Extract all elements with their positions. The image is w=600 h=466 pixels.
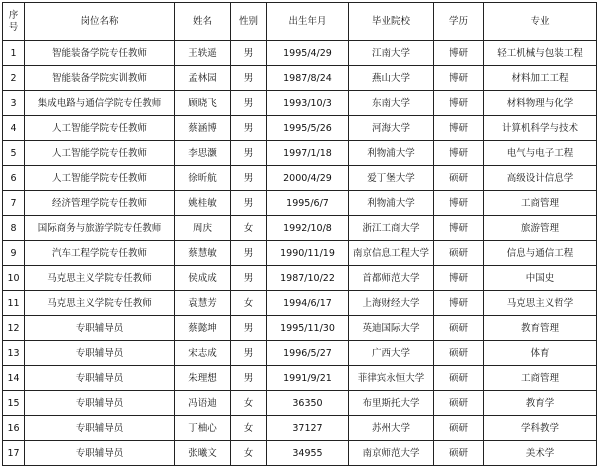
cell-school: 布里斯托大学 <box>349 391 434 416</box>
cell-school: 南京师范大学 <box>349 441 434 466</box>
cell-major: 体育 <box>484 341 597 366</box>
cell-name: 蔡懿坤 <box>175 316 231 341</box>
header-seq-line2: 号 <box>8 21 19 33</box>
cell-position: 马克思主义学院专任教师 <box>25 266 175 291</box>
cell-degree: 博研 <box>434 291 484 316</box>
cell-seq: 2 <box>3 66 25 91</box>
cell-gender: 男 <box>231 91 267 116</box>
cell-position: 专职辅导员 <box>25 341 175 366</box>
cell-major: 中国史 <box>484 266 597 291</box>
cell-birth: 1995/6/7 <box>267 191 349 216</box>
cell-name: 李思灏 <box>175 141 231 166</box>
cell-school: 苏州大学 <box>349 416 434 441</box>
header-school: 毕业院校 <box>349 3 434 41</box>
cell-name: 蔡慧敏 <box>175 241 231 266</box>
header-seq <box>3 3 25 41</box>
table-row <box>3 316 597 341</box>
cell-position: 集成电路与通信学院专任教师 <box>25 91 175 116</box>
table-row <box>3 266 597 291</box>
cell-seq: 7 <box>3 191 25 216</box>
cell-seq: 17 <box>3 441 25 466</box>
cell-school: 江南大学 <box>349 41 434 66</box>
cell-degree: 博研 <box>434 116 484 141</box>
cell-birth: 1996/5/27 <box>267 341 349 366</box>
cell-position: 人工智能学院专任教师 <box>25 141 175 166</box>
table-row <box>3 66 597 91</box>
cell-gender: 男 <box>231 116 267 141</box>
cell-seq: 13 <box>3 341 25 366</box>
cell-gender: 男 <box>231 341 267 366</box>
cell-position: 智能装备学院实训教师 <box>25 66 175 91</box>
cell-major: 工商管理 <box>484 191 597 216</box>
cell-gender: 女 <box>231 216 267 241</box>
recruitment-table <box>2 2 597 466</box>
table-row <box>3 141 597 166</box>
cell-major: 旅游管理 <box>484 216 597 241</box>
header-seq-line1: 序 <box>8 9 19 21</box>
cell-school: 南京信息工程大学 <box>349 241 434 266</box>
cell-gender: 男 <box>231 141 267 166</box>
cell-major: 电气与电子工程 <box>484 141 597 166</box>
cell-degree: 硕研 <box>434 241 484 266</box>
cell-school: 英迪国际大学 <box>349 316 434 341</box>
cell-name: 徐昕航 <box>175 166 231 191</box>
cell-name: 姚桂敏 <box>175 191 231 216</box>
cell-gender: 男 <box>231 266 267 291</box>
cell-position: 专职辅导员 <box>25 366 175 391</box>
cell-major: 材料加工工程 <box>484 66 597 91</box>
cell-position: 智能装备学院专任教师 <box>25 41 175 66</box>
cell-seq: 16 <box>3 416 25 441</box>
cell-school: 菲律宾永恒大学 <box>349 366 434 391</box>
table-row <box>3 191 597 216</box>
cell-degree: 硕研 <box>434 416 484 441</box>
cell-gender: 女 <box>231 391 267 416</box>
table-row <box>3 391 597 416</box>
cell-seq: 1 <box>3 41 25 66</box>
cell-name: 袁慧芳 <box>175 291 231 316</box>
table-row <box>3 91 597 116</box>
cell-gender: 男 <box>231 41 267 66</box>
cell-position: 专职辅导员 <box>25 441 175 466</box>
cell-position: 国际商务与旅游学院专任教师 <box>25 216 175 241</box>
cell-degree: 博研 <box>434 91 484 116</box>
cell-birth: 34955 <box>267 441 349 466</box>
cell-seq: 8 <box>3 216 25 241</box>
cell-birth: 1994/6/17 <box>267 291 349 316</box>
cell-gender: 女 <box>231 441 267 466</box>
cell-school: 首都师范大学 <box>349 266 434 291</box>
cell-name: 周庆 <box>175 216 231 241</box>
cell-major: 马克思主义哲学 <box>484 291 597 316</box>
cell-birth: 1987/8/24 <box>267 66 349 91</box>
cell-degree: 博研 <box>434 141 484 166</box>
cell-position: 马克思主义学院专任教师 <box>25 291 175 316</box>
cell-gender: 男 <box>231 166 267 191</box>
table-row <box>3 166 597 191</box>
cell-birth: 1995/4/29 <box>267 41 349 66</box>
header-position: 岗位名称 <box>25 3 175 41</box>
cell-gender: 女 <box>231 416 267 441</box>
cell-position: 汽车工程学院专任教师 <box>25 241 175 266</box>
cell-school: 河海大学 <box>349 116 434 141</box>
cell-seq: 6 <box>3 166 25 191</box>
cell-name: 蔡涵博 <box>175 116 231 141</box>
cell-gender: 男 <box>231 316 267 341</box>
cell-major: 高级设计信息学 <box>484 166 597 191</box>
cell-position: 人工智能学院专任教师 <box>25 116 175 141</box>
header-name: 姓名 <box>175 3 231 41</box>
cell-name: 宋志成 <box>175 341 231 366</box>
cell-position: 专职辅导员 <box>25 416 175 441</box>
table-row <box>3 341 597 366</box>
cell-school: 广西大学 <box>349 341 434 366</box>
cell-seq: 3 <box>3 91 25 116</box>
cell-position: 人工智能学院专任教师 <box>25 166 175 191</box>
cell-degree: 硕研 <box>434 441 484 466</box>
table-row <box>3 416 597 441</box>
cell-name: 孟林园 <box>175 66 231 91</box>
cell-major: 信息与通信工程 <box>484 241 597 266</box>
cell-position: 经济管理学院专任教师 <box>25 191 175 216</box>
header-birth: 出生年月 <box>267 3 349 41</box>
cell-major: 教育学 <box>484 391 597 416</box>
cell-birth: 1990/11/19 <box>267 241 349 266</box>
cell-school: 浙江工商大学 <box>349 216 434 241</box>
cell-degree: 硕研 <box>434 366 484 391</box>
cell-birth: 1995/5/26 <box>267 116 349 141</box>
cell-major: 计算机科学与技术 <box>484 116 597 141</box>
table-row <box>3 116 597 141</box>
cell-seq: 15 <box>3 391 25 416</box>
cell-degree: 博研 <box>434 41 484 66</box>
cell-gender: 男 <box>231 191 267 216</box>
cell-birth: 1997/1/18 <box>267 141 349 166</box>
cell-birth: 1992/10/8 <box>267 216 349 241</box>
cell-seq: 4 <box>3 116 25 141</box>
cell-name: 丁柚心 <box>175 416 231 441</box>
cell-major: 轻工机械与包装工程 <box>484 41 597 66</box>
cell-major: 学科教学 <box>484 416 597 441</box>
table-row <box>3 366 597 391</box>
header-degree: 学历 <box>434 3 484 41</box>
cell-school: 利物浦大学 <box>349 191 434 216</box>
cell-name: 张曦文 <box>175 441 231 466</box>
cell-school: 爱丁堡大学 <box>349 166 434 191</box>
cell-degree: 硕研 <box>434 316 484 341</box>
cell-school: 燕山大学 <box>349 66 434 91</box>
cell-degree: 硕研 <box>434 391 484 416</box>
cell-birth: 1987/10/22 <box>267 266 349 291</box>
cell-birth: 1995/11/30 <box>267 316 349 341</box>
cell-major: 教育管理 <box>484 316 597 341</box>
cell-birth: 36350 <box>267 391 349 416</box>
header-gender: 性别 <box>231 3 267 41</box>
table-row <box>3 216 597 241</box>
cell-school: 东南大学 <box>349 91 434 116</box>
cell-birth: 1993/10/3 <box>267 91 349 116</box>
cell-name: 王轶遥 <box>175 41 231 66</box>
cell-seq: 11 <box>3 291 25 316</box>
cell-name: 顾晓飞 <box>175 91 231 116</box>
cell-gender: 女 <box>231 291 267 316</box>
cell-birth: 37127 <box>267 416 349 441</box>
header-row <box>3 3 597 41</box>
cell-degree: 博研 <box>434 266 484 291</box>
cell-position: 专职辅导员 <box>25 391 175 416</box>
cell-gender: 男 <box>231 366 267 391</box>
table-row <box>3 41 597 66</box>
cell-major: 美术学 <box>484 441 597 466</box>
cell-seq: 12 <box>3 316 25 341</box>
header-major: 专业 <box>484 3 597 41</box>
cell-gender: 男 <box>231 241 267 266</box>
cell-degree: 硕研 <box>434 341 484 366</box>
cell-birth: 2000/4/29 <box>267 166 349 191</box>
cell-seq: 9 <box>3 241 25 266</box>
cell-name: 冯语迪 <box>175 391 231 416</box>
cell-degree: 硕研 <box>434 166 484 191</box>
cell-degree: 博研 <box>434 216 484 241</box>
cell-degree: 博研 <box>434 66 484 91</box>
cell-seq: 5 <box>3 141 25 166</box>
cell-school: 利物浦大学 <box>349 141 434 166</box>
cell-school: 上海财经大学 <box>349 291 434 316</box>
table-row <box>3 241 597 266</box>
cell-birth: 1991/9/21 <box>267 366 349 391</box>
table-row <box>3 291 597 316</box>
cell-gender: 男 <box>231 66 267 91</box>
cell-name: 朱理想 <box>175 366 231 391</box>
cell-degree: 博研 <box>434 191 484 216</box>
cell-position: 专职辅导员 <box>25 316 175 341</box>
cell-major: 材料物理与化学 <box>484 91 597 116</box>
cell-seq: 10 <box>3 266 25 291</box>
cell-seq: 14 <box>3 366 25 391</box>
cell-name: 侯成成 <box>175 266 231 291</box>
cell-major: 工商管理 <box>484 366 597 391</box>
